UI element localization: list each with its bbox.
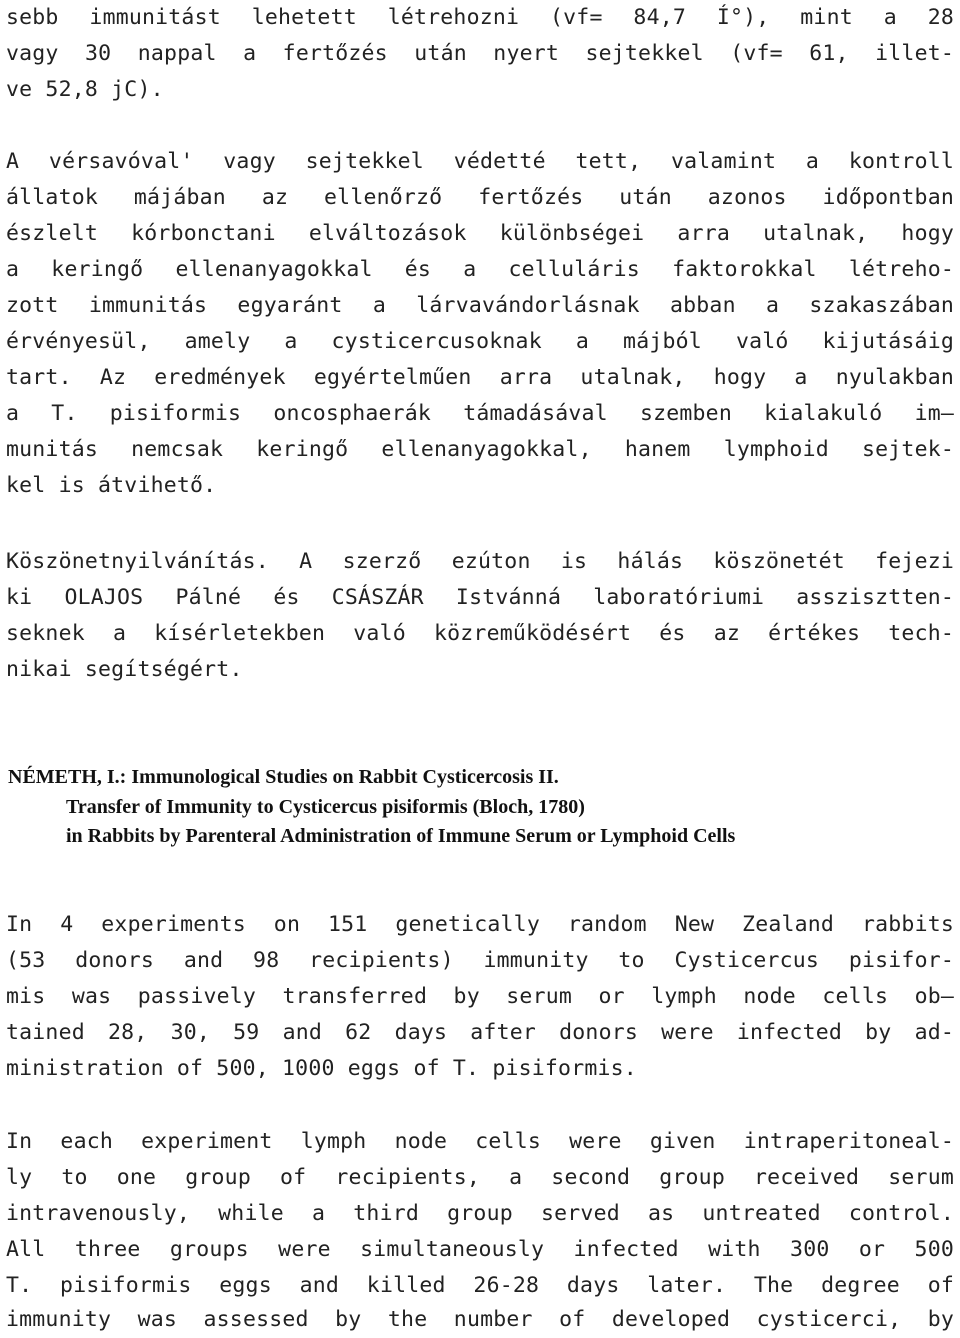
paragraph-2-line: tart. Az eredmények egyértelműen arra utalnak, hogy a nyulakban xyxy=(6,365,954,390)
paragraph-2-line: zott immunitás egyaránt a lárvavándorlásnak abban a szakaszában xyxy=(6,293,954,318)
abstract-1-line: (53 donors and 98 recipients) immunity to Cysticercus pisifor- xyxy=(6,948,954,973)
english-title-line-1: NÉMETH, I.: Immunological Studies on Rabbit Cysticercosis II. xyxy=(8,766,559,788)
abstract-2-line: In each experiment lymph node cells were given intraperitoneal- xyxy=(6,1129,954,1154)
abstract-2-line: All three groups were simultaneously infected with 300 or 500 xyxy=(6,1237,954,1262)
paragraph-2-line: észlelt kórbonctani elváltozások különbségei arra utalnak, hogy xyxy=(6,221,954,246)
paragraph-2-line: A vérsavóval' vagy sejtekkel védetté tett, valamint a kontroll xyxy=(6,149,954,174)
english-title-line-2: Transfer of Immunity to Cysticercus pisiformis (Bloch, 1780) xyxy=(66,796,585,818)
abstract-2-line: intravenously, while a third group served as untreated control. xyxy=(6,1201,954,1226)
paragraph-1-line: sebb immunitást lehetett létrehozni (vf= 84,7 Í°), mint a 28 xyxy=(6,5,954,30)
paragraph-2-line: munitás nemcsak keringő ellenanyagokkal, hanem lymphoid sejtek- xyxy=(6,437,954,462)
abstract-1-line: mis was passively transferred by serum or lymph node cells ob— xyxy=(6,984,954,1009)
acknowledgement-line: nikai segítségért. xyxy=(6,657,243,682)
abstract-2-line: ly to one group of recipients, a second group received serum xyxy=(6,1165,954,1190)
paragraph-1-line: ve 52,8 jC). xyxy=(6,77,164,102)
abstract-1-line: tained 28, 30, 59 and 62 days after donors were infected by ad- xyxy=(6,1020,954,1045)
acknowledgement-line: seknek a kísérletekben való közreműködésért és az értékes tech- xyxy=(6,621,954,646)
paragraph-2-line: a T. pisiformis oncosphaerák támadásával szemben kialakuló im— xyxy=(6,401,954,426)
acknowledgement-line: Köszönetnyilvánítás. A szerző ezúton is hálás köszönetét fejezi xyxy=(6,549,954,574)
paragraph-2-line: érvényesül, amely a cysticercusoknak a májból való kijutásáig xyxy=(6,329,954,354)
abstract-2-line: T. pisiformis eggs and killed 26-28 days later. The degree of xyxy=(6,1273,954,1298)
paragraph-1-line: vagy 30 nappal a fertőzés után nyert sejtekkel (vf= 61, illet- xyxy=(6,41,954,66)
abstract-1-line: ministration of 500, 1000 eggs of T. pisiformis. xyxy=(6,1056,637,1081)
paragraph-2-line: állatok májában az ellenőrző fertőzés után azonos időpontban xyxy=(6,185,954,210)
english-title-line-3: in Rabbits by Parenteral Administration of Immune Serum or Lymphoid Cells xyxy=(66,825,736,847)
abstract-1-line: In 4 experiments on 151 genetically random New Zealand rabbits xyxy=(6,912,954,937)
acknowledgement-line: ki OLAJOS Pálné és CSÁSZÁR Istvánná laboratóriumi asszisztten- xyxy=(6,585,954,610)
paragraph-2-line: a keringő ellenanyagokkal és a celluláris faktorokkal létreho- xyxy=(6,257,954,282)
abstract-2-line: immunity was assessed by the number of developed cysticerci, by xyxy=(6,1307,954,1332)
paragraph-2-line: kel is átvihető. xyxy=(6,473,217,498)
